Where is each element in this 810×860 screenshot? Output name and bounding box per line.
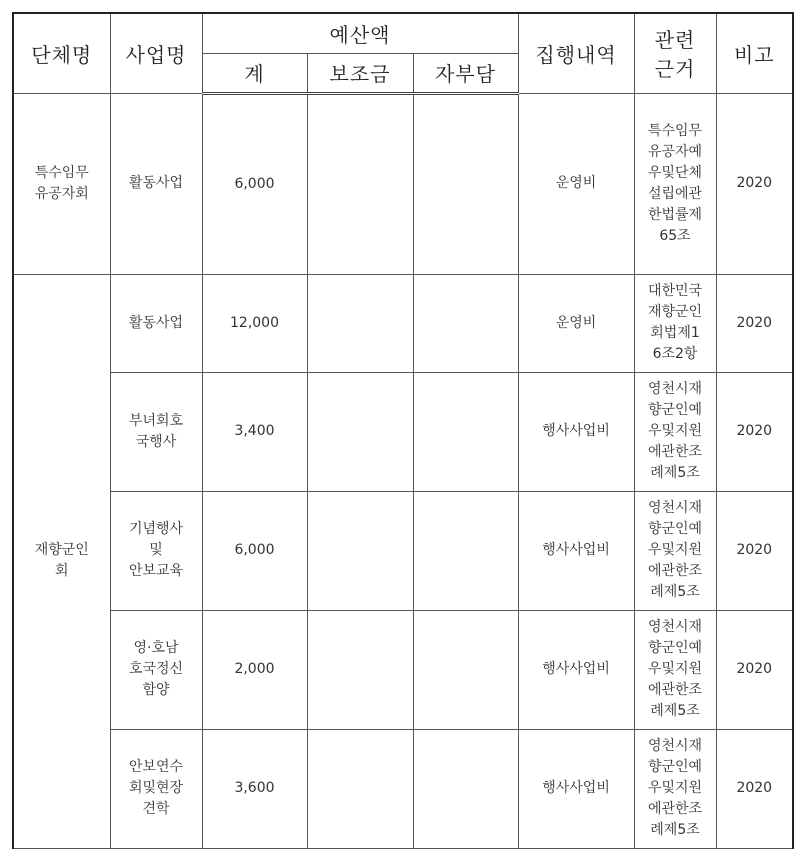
cell-note: 2020	[716, 491, 793, 610]
header-project: 사업명	[110, 13, 202, 93]
cell-org: 재향군인 회	[13, 274, 110, 848]
cell-total: 6,000	[202, 491, 307, 610]
cell-self-pay	[413, 491, 518, 610]
header-org: 단체명	[13, 13, 110, 93]
table-row	[13, 372, 793, 491]
table-row	[13, 274, 793, 372]
cell-basis: 영천시재 향군인예 우및지원 에관한조 례제5조	[634, 372, 716, 491]
cell-basis: 영천시재 향군인예 우및지원 에관한조 례제5조	[634, 610, 716, 729]
table-row	[13, 93, 793, 274]
cell-subsidy	[307, 372, 413, 491]
header-note: 비고	[716, 13, 793, 93]
cell-execution: 행사사업비	[518, 610, 634, 729]
table-row	[13, 729, 793, 848]
cell-project: 부녀회호 국행사	[110, 372, 202, 491]
budget-table	[12, 12, 794, 849]
cell-execution: 운영비	[518, 93, 634, 274]
cell-basis: 대한민국 재향군인 회법제1 6조2항	[634, 274, 716, 372]
cell-note: 2020	[716, 729, 793, 848]
cell-self-pay	[413, 610, 518, 729]
cell-subsidy	[307, 610, 413, 729]
cell-self-pay	[413, 93, 518, 274]
cell-project: 활동사업	[110, 274, 202, 372]
cell-subsidy	[307, 491, 413, 610]
cell-note: 2020	[716, 93, 793, 274]
cell-org: 특수임무 유공자회	[13, 93, 110, 274]
cell-basis: 영천시재 향군인예 우및지원 에관한조 례제5조	[634, 729, 716, 848]
cell-execution: 행사사업비	[518, 372, 634, 491]
cell-execution: 운영비	[518, 274, 634, 372]
table-row	[13, 491, 793, 610]
cell-self-pay	[413, 372, 518, 491]
cell-subsidy	[307, 93, 413, 274]
cell-note: 2020	[716, 610, 793, 729]
cell-basis: 영천시재 향군인예 우및지원 에관한조 례제5조	[634, 491, 716, 610]
cell-self-pay	[413, 274, 518, 372]
header-execution: 집행내역	[518, 13, 634, 93]
header-total: 계	[202, 53, 307, 93]
header-budget: 예산액	[202, 13, 518, 53]
cell-total: 12,000	[202, 274, 307, 372]
cell-execution: 행사사업비	[518, 491, 634, 610]
cell-basis: 특수임무 유공자예 우및단체 설립에관 한법률제 65조	[634, 93, 716, 274]
cell-total: 6,000	[202, 93, 307, 274]
header-row-top	[13, 13, 793, 53]
header-self-pay: 자부담	[413, 53, 518, 93]
cell-self-pay	[413, 729, 518, 848]
cell-total: 3,400	[202, 372, 307, 491]
header-basis: 관련 근거	[634, 13, 716, 93]
cell-total: 3,600	[202, 729, 307, 848]
cell-project: 영·호남 호국정신 함양	[110, 610, 202, 729]
cell-execution: 행사사업비	[518, 729, 634, 848]
header-subsidy: 보조금	[307, 53, 413, 93]
cell-project: 기념행사 및 안보교육	[110, 491, 202, 610]
cell-total: 2,000	[202, 610, 307, 729]
cell-project: 안보연수 회및현장 견학	[110, 729, 202, 848]
cell-project: 활동사업	[110, 93, 202, 274]
cell-note: 2020	[716, 274, 793, 372]
cell-note: 2020	[716, 372, 793, 491]
cell-subsidy	[307, 274, 413, 372]
table-row	[13, 610, 793, 729]
cell-subsidy	[307, 729, 413, 848]
